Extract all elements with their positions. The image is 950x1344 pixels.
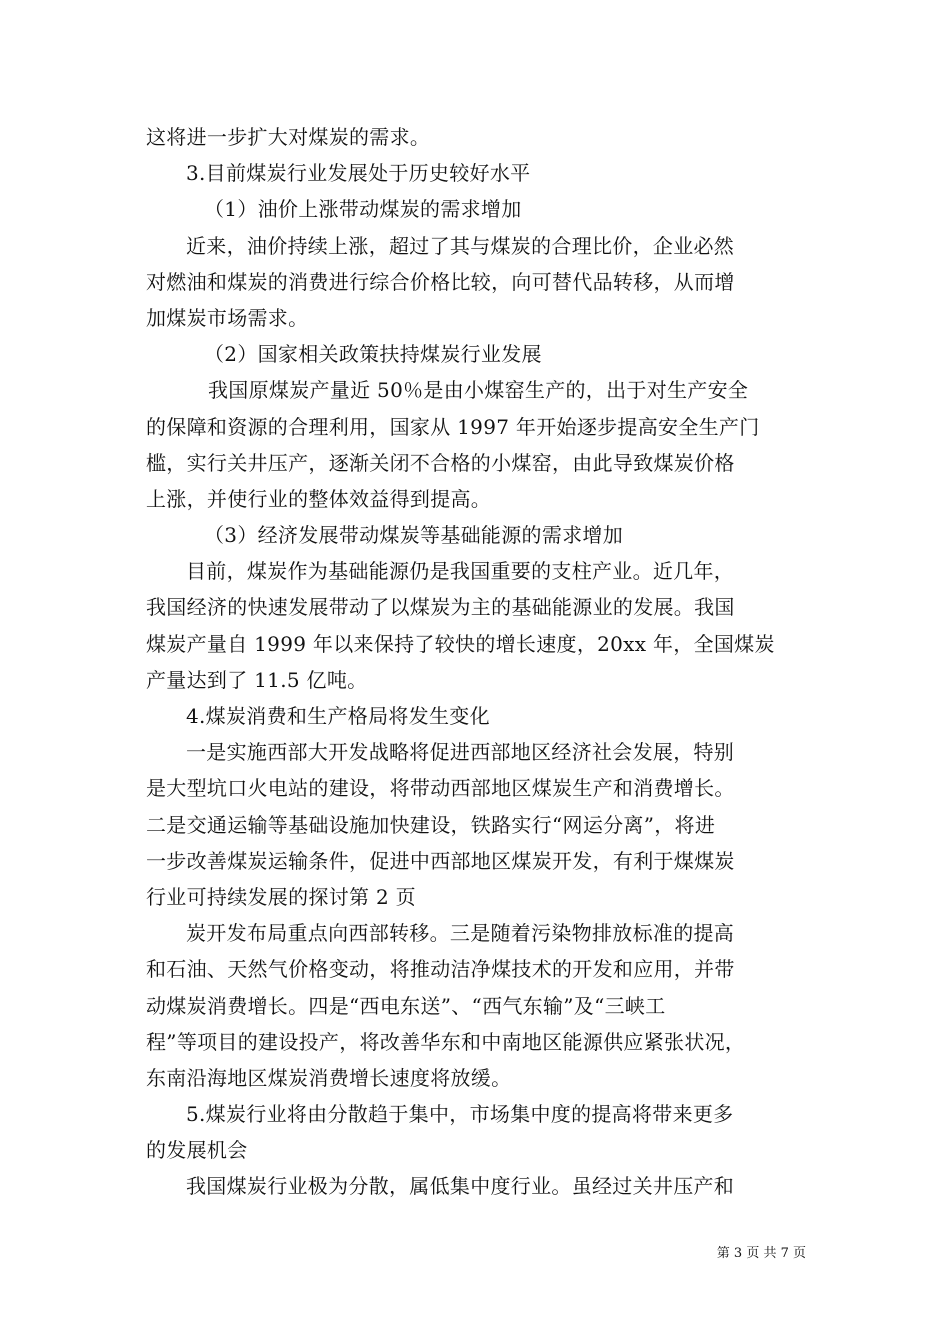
text-line: 我国煤炭行业极为分散，属低集中度行业。虽经过关井压产和 <box>186 1174 735 1199</box>
text-line: 炭开发布局重点向西部转移。三是随着污染物排放标准的提高 <box>186 921 735 946</box>
text-line: 一步改善煤炭运输条件，促进中西部地区煤炭开发，有利于煤煤炭 <box>146 848 735 873</box>
text-line: 我国原煤炭产量近 50％是由小煤窑生产的，出于对生产安全 <box>208 378 749 403</box>
text-line: 东南沿海地区煤炭消费增长速度将放缓。 <box>146 1065 512 1090</box>
section-heading: 4.煤炭消费和生产格局将发生变化 <box>186 704 490 728</box>
text-line: 程”等项目的建设投产，将改善华东和中南地区能源供应紧张状况， <box>146 1029 746 1054</box>
text-line: 是大型坑口火电站的建设，将带动西部地区煤炭生产和消费增长。 <box>146 776 735 801</box>
text-line: 一是实施西部大开发战略将促进西部地区经济社会发展，特别 <box>186 740 735 765</box>
section-heading: 3.目前煤炭行业发展处于历史较好水平 <box>186 161 531 186</box>
text-line: 上涨，并使行业的整体效益得到提高。 <box>146 486 492 511</box>
subsection-heading: （2）国家相关政策扶持煤炭行业发展 <box>204 342 542 367</box>
text-line: 和石油、天然气价格变动，将推动洁净煤技术的开发和应用，并带 <box>146 957 735 982</box>
body-text <box>146 119 810 1205</box>
text-line: 对燃油和煤炭的消费进行综合价格比较，向可替代品转移，从而增 <box>146 269 735 294</box>
text-line: 行业可持续发展的探讨第 2 页 <box>146 884 416 909</box>
subsection-heading: （3）经济发展带动煤炭等基础能源的需求增加 <box>204 523 624 548</box>
text-line: 煤炭产量自 1999 年以来保持了较快的增长速度，20xx 年，全国煤炭 <box>146 631 775 656</box>
section-heading: 的发展机会 <box>146 1138 248 1163</box>
text-line: 动煤炭消费增长。四是“西电东送”、“西气东输”及“三峡工 <box>146 993 666 1018</box>
section-heading: 5.煤炭行业将由分散趋于集中，市场集中度的提高将带来更多 <box>186 1102 734 1127</box>
text-line: 加煤炭市场需求。 <box>146 305 309 330</box>
text-line: 目前，煤炭作为基础能源仍是我国重要的支柱产业。近几年， <box>186 559 735 584</box>
text-line: 二是交通运输等基础设施加快建设，铁路实行“网运分离”，将进 <box>146 812 716 837</box>
text-line: 近来，油价持续上涨，超过了其与煤炭的合理比价，企业必然 <box>186 233 735 258</box>
text-line: 的保障和资源的合理利用，国家从 1997 年开始逐步提高安全生产门 <box>146 414 760 439</box>
subsection-heading: （1）油价上涨带动煤炭的需求增加 <box>204 197 522 222</box>
text-line: 产量达到了 11.5 亿吨。 <box>146 667 368 692</box>
text-line: 我国经济的快速发展带动了以煤炭为主的基础能源业的发展。我国 <box>146 595 735 620</box>
text-line: 槛，实行关井压产，逐渐关闭不合格的小煤窑，由此导致煤炭价格 <box>146 450 735 475</box>
text-line: 这将进一步扩大对煤炭的需求。 <box>146 125 431 149</box>
page-number: 第 3 页 共 7 页 <box>716 1246 806 1261</box>
